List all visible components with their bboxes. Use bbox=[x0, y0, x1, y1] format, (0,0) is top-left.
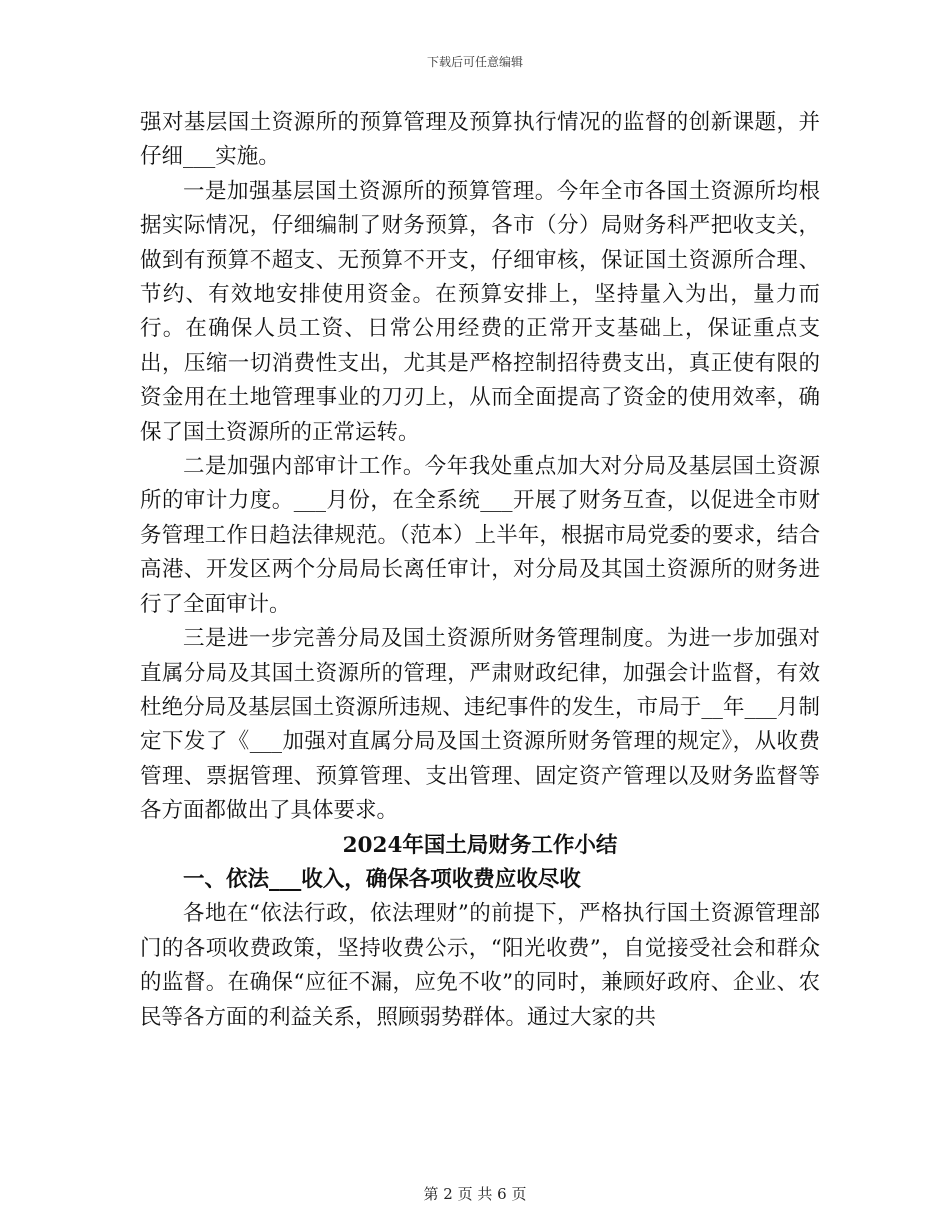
paragraph-budget-management: 一是加强基层国土资源所的预算管理。今年全市各国土资源所均根据实际情况，仔细编制了财务预算，各市（分）局财务科严把收支关，做到有预算不超支、无预算不开支，仔细审核，保证国土资源所合理、节约、有效地安排使用资金。在预算安排上，坚持量入为出，量力而行。在确保人员工资、日常公用经费的正常开支基础上，保证重点支出，压缩一切消费性支出，尤其是严格控制招待费支出，真正使有限的资金用在土地管理事业的刀刃上，从而全面提高了资金的使用效率，确保了国土资源所的正常运转。 bbox=[140, 178, 820, 445]
document-body bbox=[140, 106, 820, 1035]
paragraph-finance-rules: 三是进一步完善分局及国土资源所财务管理制度。为进一步加强对直属分局及其国土资源所的管理，严肃财政纪律，加强会计监督，有效杜绝分局及基层国土资源所违规、违纪事件的发生，市局于__年___月制定下发了《___加强对直属分局及国土资源所财务管理的规定》，从收费管理、票据管理、预算管理、支出管理、固定资产管理以及财务监督等各方面都做出了具体要求。 bbox=[140, 626, 820, 824]
page-footer: 第 2 页 共 6 页 bbox=[423, 1185, 527, 1203]
paragraph-fee-collection: 各地在“依法行政，依法理财”的前提下，严格执行国土资源管理部门的各项收费政策，坚持收费公示，“阳光收费”，自觉接受社会和群众的监督。在确保“应征不漏，应免不收”的同时，兼顾好政府、企业、农民等各方面的利益关系，照顾弱势群体。通过大家的共 bbox=[140, 901, 820, 1030]
section-heading: 一、依法___收入，确保各项收费应收尽收 bbox=[183, 866, 581, 892]
page-header: 下载后可任意编辑 bbox=[426, 55, 523, 69]
paragraph-continued: 强对基层国土资源所的预算管理及预算执行情况的监督的创新课题，并仔细___实施。 bbox=[140, 110, 820, 170]
paragraph-internal-audit: 二是加强内部审计工作。今年我处重点加大对分局及基层国土资源所的审计力度。___月份，在全系统___开展了财务互查，以促进全市财务管理工作日趋法律规范。（范本）上半年，根据市局党委的要求，结合高港、开发区两个分局局长离任审计，对分局及其国土资源所的财务进行了全面审计。 bbox=[140, 454, 820, 617]
section-title: 2024年国土局财务工作小结 bbox=[342, 832, 618, 858]
